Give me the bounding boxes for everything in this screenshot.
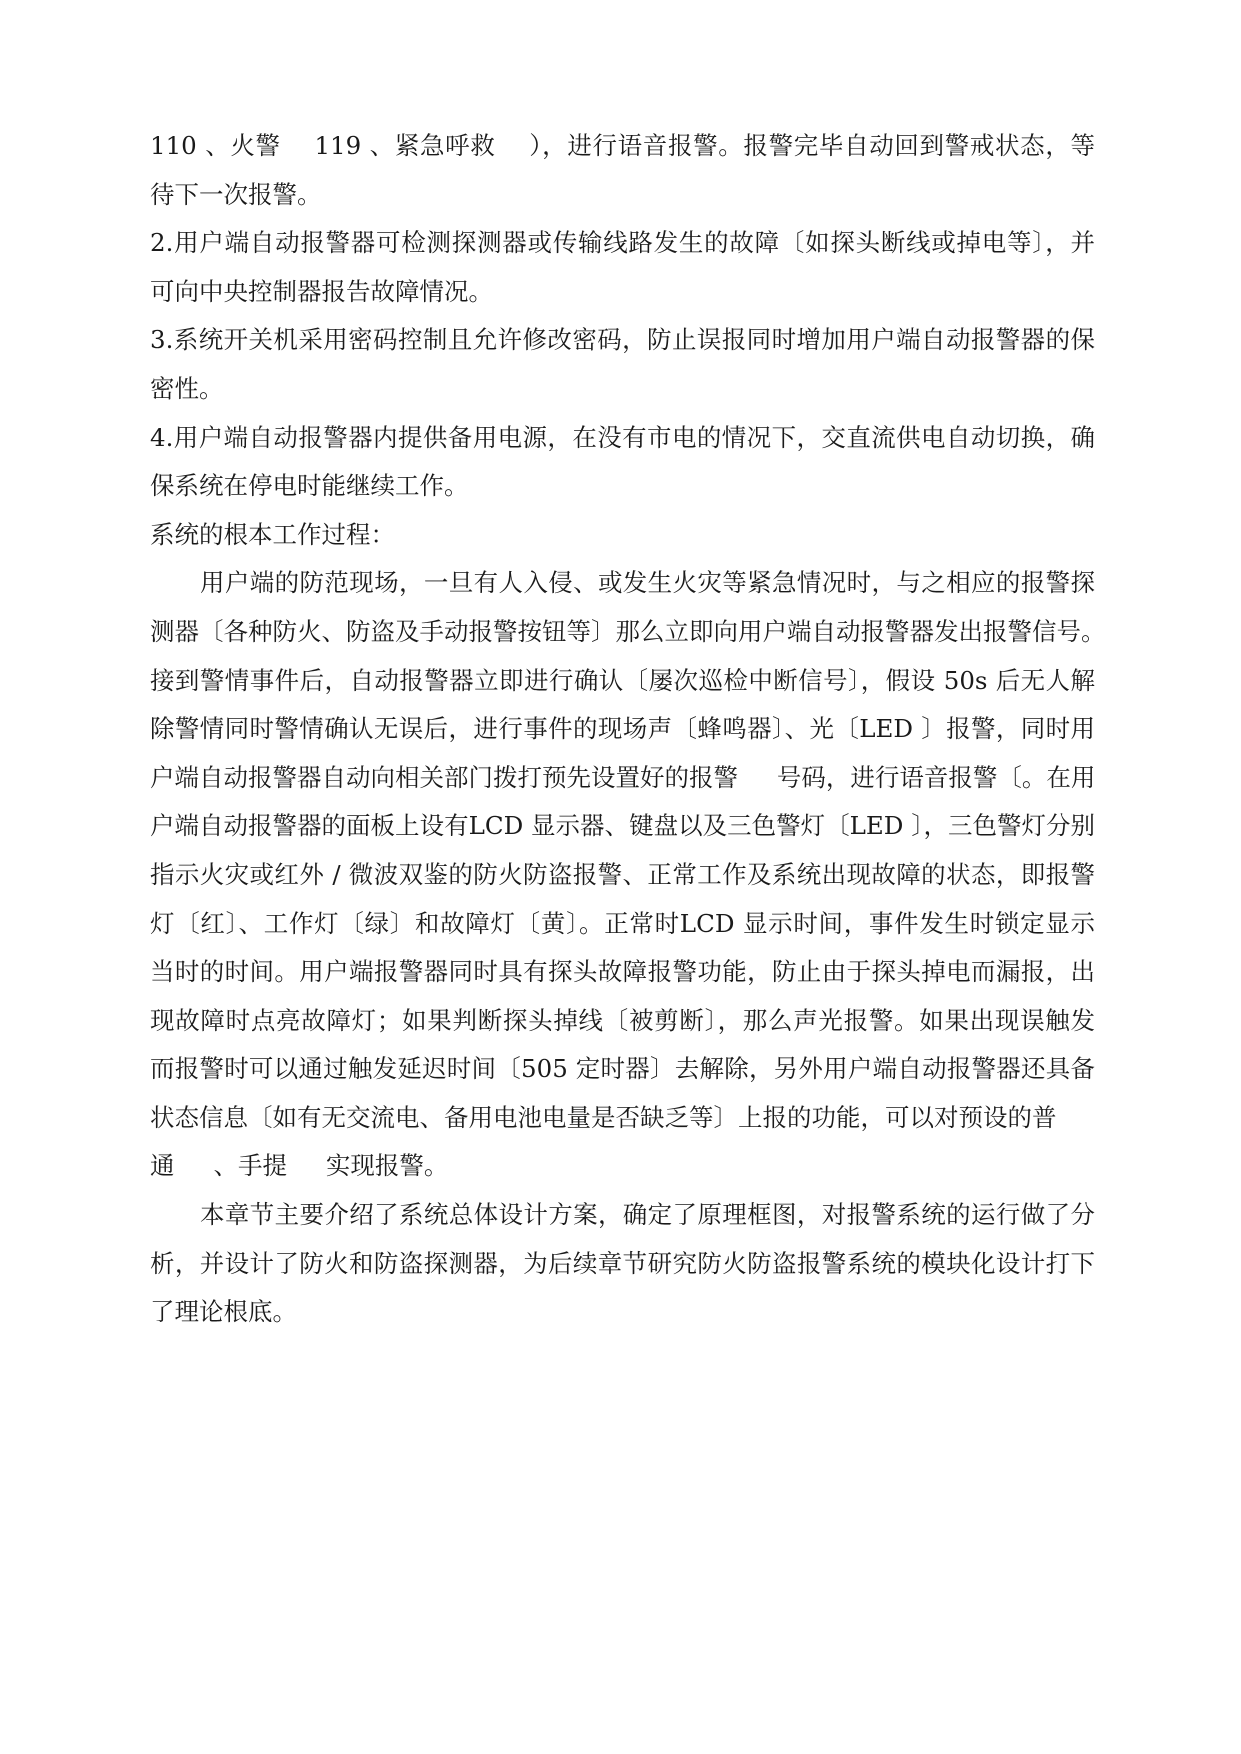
- text-line: 3.系统开关机采用密码控制且允许修改密码，防止误报同时增加用户端自动报警器的保: [150, 325, 1095, 355]
- text-line: 了理论根底。: [150, 1297, 297, 1327]
- text-line: 密性。: [150, 373, 224, 403]
- text-line: 系统的根本工作过程：: [150, 519, 395, 549]
- body-text: [150, 122, 1106, 1337]
- text-line: 2.用户端自动报警器可检测探测器或传输线路发生的故障〔如探头断线或掉电等〕，并: [150, 228, 1095, 258]
- text-line: 状态信息〔如有无交流电、备用电池电量是否缺乏等〕上报的功能，可以对预设的普: [150, 1102, 1057, 1132]
- text-line: 保系统在停电时能继续工作。: [150, 471, 469, 501]
- text-line: 户端自动报警器自动向相关部门拨打预先设置好的报警 号码，进行语音报警〔。在用: [150, 762, 1096, 792]
- text-line: 灯〔红〕、工作灯〔绿〕和故障灯〔黄〕。正常时LCD 显示时间，事件发生时锁定显示: [150, 908, 1095, 938]
- text-line: 4.用户端自动报警器内提供备用电源，在没有市电的情况下，交直流供电自动切换，确: [150, 422, 1095, 452]
- text-line: 本章节主要介绍了系统总体设计方案，确定了原理框图，对报警系统的运行做了分: [200, 1200, 1095, 1230]
- text-line: 析，并设计了防火和防盗探测器，为后续章节研究防火防盗报警系统的模块化设计打下: [150, 1248, 1095, 1278]
- text-line: 指示火灾或红外 / 微波双鉴的防火防盗报警、正常工作及系统出现故障的状态，即报警: [150, 859, 1095, 889]
- text-line: 110 、火警 119 、紧急呼救 ），进行语音报警。报警完毕自动回到警戒状态，等: [150, 131, 1095, 160]
- text-line: 而报警时可以通过触发延迟时间〔505 定时器〕去解除，另外用户端自动报警器还具备: [150, 1054, 1095, 1084]
- text-line: 待下一次报警。: [150, 179, 322, 209]
- text-line: 除警情同时警情确认无误后，进行事件的现场声〔蜂鸣器〕、光〔LED 〕报警，同时用: [150, 714, 1095, 744]
- text-line: 测器〔各种防火、防盗及手动报警按钮等〕那么立即向用户端自动报警器发出报警信号。: [150, 616, 1106, 646]
- text-line: 当时的时间。用户端报警器同时具有探头故障报警功能，防止由于探头掉电而漏报，出: [150, 957, 1095, 987]
- text-line: 用户端的防范现场，一旦有人入侵、或发生火灾等紧急情况时，与之相应的报警探: [200, 568, 1095, 598]
- text-line: 通 、手提 实现报警。: [150, 1151, 449, 1181]
- text-line: 可向中央控制器报告故障情况。: [150, 276, 493, 306]
- text-line: 现故障时点亮故障灯；如果判断探头掉线〔被剪断〕，那么声光报警。如果出现误触发: [150, 1005, 1095, 1035]
- text-line: 户端自动报警器的面板上设有LCD 显示器、键盘以及三色警灯〔LED 〕，三色警灯分别: [150, 811, 1095, 841]
- text-line: 接到警情事件后，自动报警器立即进行确认〔屡次巡检中断信号〕，假设 50s 后无人解: [150, 665, 1095, 695]
